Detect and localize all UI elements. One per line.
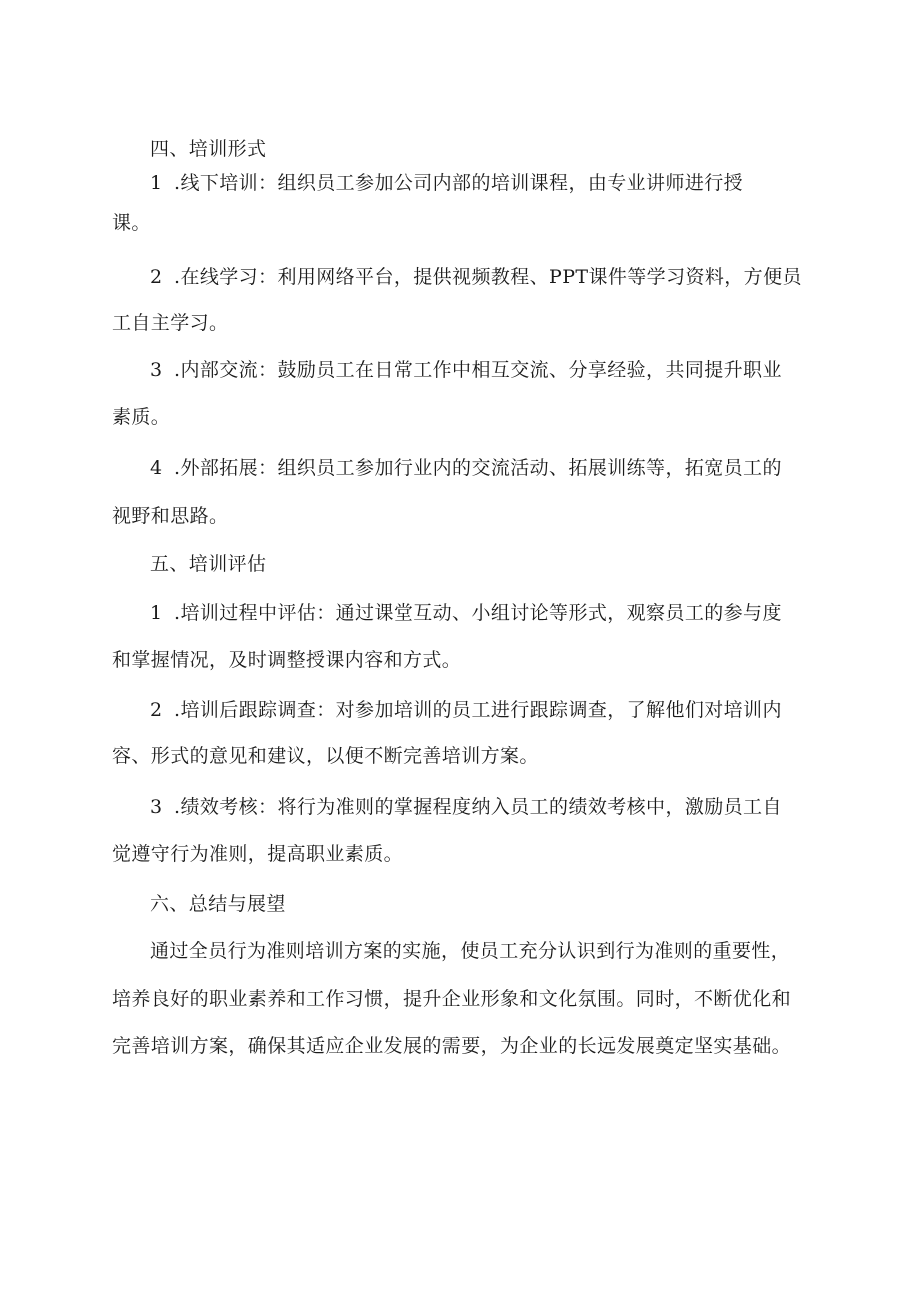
item-text: .线下培训：组织员工参加公司内部的培训课程，由专业讲师进行授 bbox=[174, 172, 744, 194]
list-item bbox=[150, 170, 743, 196]
item-text: .绩效考核：将行为准则的掌握程度纳入员工的绩效考核中，激励员工自 bbox=[174, 796, 782, 818]
list-item bbox=[150, 794, 782, 820]
list-item bbox=[150, 697, 782, 723]
item-continuation: 和掌握情况，及时调整授课内容和方式。 bbox=[112, 649, 462, 671]
list-item bbox=[150, 455, 782, 481]
item-number: 2 bbox=[150, 699, 163, 721]
item-continuation: 容、形式的意见和建议，以便不断完善培训方案。 bbox=[112, 745, 539, 767]
section-heading-6: 六、总结与展望 bbox=[150, 893, 286, 915]
list-item bbox=[150, 357, 782, 383]
item-number: 2 bbox=[150, 266, 163, 288]
item-number: 3 bbox=[150, 359, 163, 381]
item-number: 1 bbox=[150, 602, 163, 624]
paragraph-line: 培养良好的职业素养和工作习惯，提升企业形象和文化氛围。同时，不断优化和 bbox=[112, 988, 792, 1010]
item-continuation: 课。 bbox=[112, 212, 151, 234]
item-number: 3 bbox=[150, 796, 163, 818]
paragraph-line: 通过全员行为准则培训方案的实施，使员工充分认识到行为准则的重要性， bbox=[150, 940, 791, 962]
item-continuation: 工自主学习。 bbox=[112, 312, 229, 334]
item-number: 1 bbox=[150, 172, 163, 194]
item-number: 4 bbox=[150, 457, 163, 479]
item-continuation: 觉遵守行为准则，提高职业素质。 bbox=[112, 843, 404, 865]
item-continuation: 素质。 bbox=[112, 406, 171, 428]
list-item bbox=[150, 600, 782, 626]
item-continuation: 视野和思路。 bbox=[112, 505, 229, 527]
section-heading-5: 五、培训评估 bbox=[150, 553, 267, 575]
item-text: .在线学习：利用网络平台，提供视频教程、PPT课件等学习资料，方便员 bbox=[174, 266, 802, 288]
paragraph-line: 完善培训方案，确保其适应企业发展的需要，为企业的长远发展奠定坚实基础。 bbox=[112, 1035, 792, 1057]
item-text: .培训过程中评估：通过课堂互动、小组讨论等形式，观察员工的参与度 bbox=[174, 602, 782, 624]
item-text: .培训后跟踪调查：对参加培训的员工进行跟踪调查，了解他们对培训内 bbox=[174, 699, 782, 721]
item-text: .内部交流：鼓励员工在日常工作中相互交流、分享经验，共同提升职业 bbox=[174, 359, 782, 381]
list-item bbox=[150, 264, 802, 290]
item-text: .外部拓展：组织员工参加行业内的交流活动、拓展训练等，拓宽员工的 bbox=[174, 457, 782, 479]
section-heading-4: 四、培训形式 bbox=[150, 138, 267, 160]
